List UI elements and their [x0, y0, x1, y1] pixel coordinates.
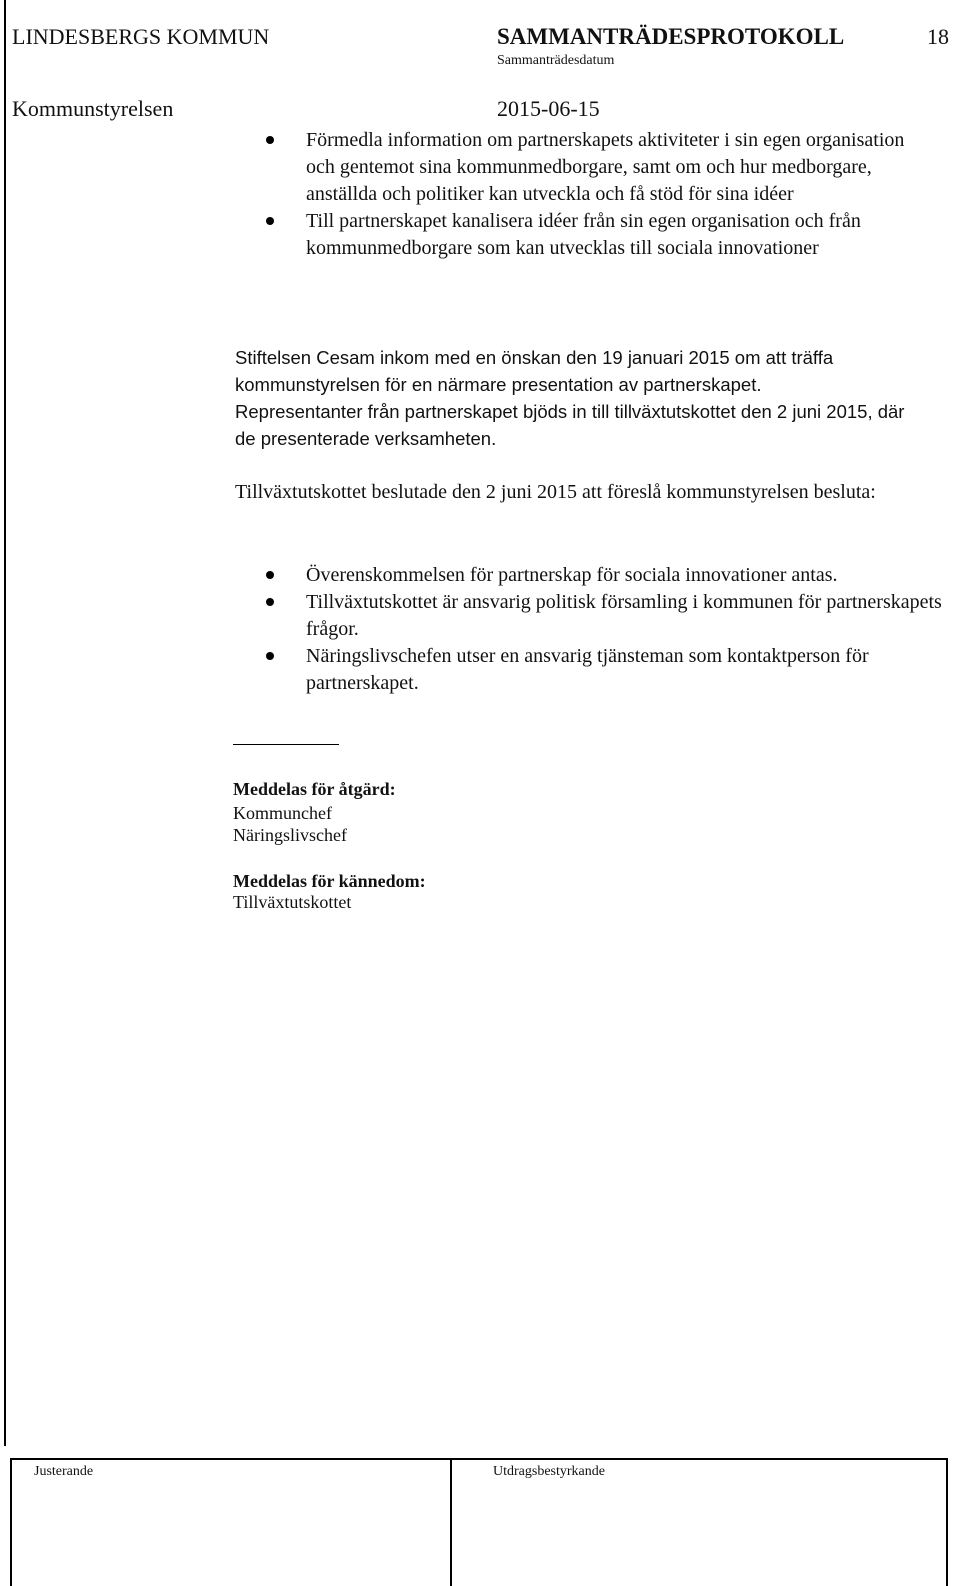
- section-separator: [233, 744, 339, 745]
- list-item: [263, 208, 923, 262]
- bullet-text: Näringslivschefen utser en ansvarig tjänsteman som kontaktperson för partnerskapet.: [306, 645, 869, 694]
- meeting-date: 2015-06-15: [497, 96, 600, 121]
- bullet-text: Till partnerskapet kanalisera idéer från sin egen organisation och från kommunmedborgare som kan utvecklas till sociala innovationer: [306, 210, 861, 259]
- document-title: SAMMANTRÄDESPROTOKOLL: [497, 24, 845, 49]
- list-item: [263, 589, 943, 643]
- notify-info-heading: Meddelas för kännedom:: [233, 871, 426, 891]
- bullet-icon: [266, 571, 274, 579]
- decision-bullet-list: [263, 562, 943, 697]
- bullet-text: Överenskommelsen för partnerskap för sociala innovationer antas.: [306, 564, 838, 586]
- bullet-text: Tillväxtutskottet är ansvarig politisk församling i kommunen för partnerskapets frågor.: [306, 591, 942, 640]
- bullet-text: Förmedla information om partnerskapets aktiviteter i sin egen organisation och gentemot sina kommunmedborgare, samt om och hur medborgare, anställda och politiker kan utveckla och få stöd för sina idéer: [306, 129, 905, 205]
- governing-body: Kommunstyrelsen: [12, 96, 174, 121]
- cesam-paragraph-1: Stiftelsen Cesam inkom med en önskan den 19 januari 2015 om att träffa kommunstyrelsen för en närmare presentation av partnerskapet.: [235, 347, 834, 395]
- list-item: [263, 127, 923, 208]
- footer-divider: [450, 1458, 452, 1586]
- meeting-date-label: Sammanträdesdatum: [497, 53, 615, 68]
- footer-top-rule: [10, 1458, 948, 1460]
- list-item: [263, 643, 943, 697]
- bullet-icon: [266, 136, 274, 144]
- notify-info-recipient: Tillväxtutskottet: [233, 892, 352, 912]
- page-left-border: [4, 0, 6, 1446]
- notify-action-heading: Meddelas för åtgärd:: [233, 779, 396, 799]
- notify-action-recipient: Näringslivschef: [233, 825, 347, 845]
- bullet-icon: [266, 217, 274, 225]
- footer-right-border: [946, 1458, 948, 1586]
- footer-utdragsbestyrkande-label: Utdragsbestyrkande: [493, 1464, 605, 1479]
- footer-left-border: [10, 1458, 12, 1586]
- list-item: [263, 562, 943, 589]
- organization-name: LINDESBERGS KOMMUN: [12, 24, 270, 49]
- decision-paragraph: Tillväxtutskottet beslutade den 2 juni 2015 att föreslå kommunstyrelsen besluta:: [235, 481, 876, 503]
- bullet-icon: [266, 598, 274, 606]
- page-number: 18: [927, 24, 949, 49]
- intro-bullet-list: [263, 127, 923, 262]
- bullet-icon: [266, 652, 274, 660]
- notify-action-recipient: Kommunchef: [233, 803, 332, 823]
- footer-justerande-label: Justerande: [34, 1464, 94, 1479]
- cesam-paragraph-2: Representanter från partnerskapet bjöds in till tillväxtutskottet den 2 juni 2015, där de presenterade verksamheten.: [235, 401, 905, 449]
